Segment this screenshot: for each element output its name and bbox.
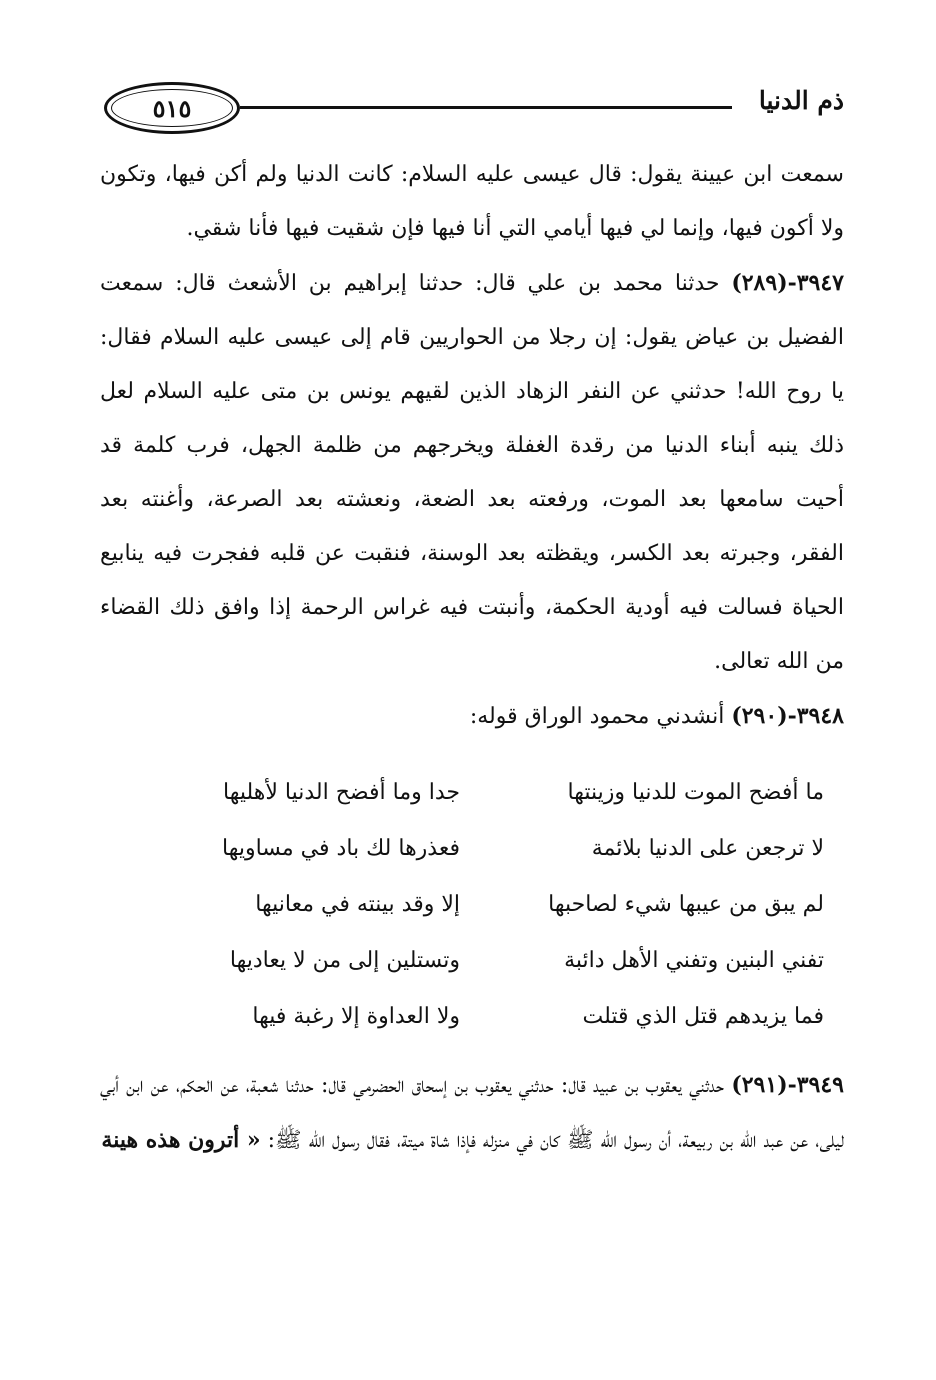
verse-first-hemistich: لم يبق من عيبها شيء لصاحبها	[548, 892, 824, 917]
paragraph-4	[100, 1058, 844, 1168]
verse	[100, 938, 844, 994]
page-header	[100, 76, 844, 146]
verse-second-hemistich: ولا العداوة إلا رغبة فيها	[252, 1004, 460, 1029]
paragraph-3	[100, 689, 844, 744]
hadith-number: ٣٩٤٨-(٢٩٠)	[731, 703, 844, 729]
paragraph-1: سمعت ابن عيينة يقول: قال عيسى عليه السلام: كانت الدنيا ولم أكن فيها، وتكون ولا أكون فيها، وإنما لي فيها أيامي التي أنا فيها فإن شقيت فيها فأنا شقي.	[100, 162, 844, 241]
paragraph-2-text: حدثنا محمد بن علي قال: حدثنا إبراهيم بن الأشعث قال: سمعت الفضيل بن عياض يقول: إن رجلا من الحواريين قام إلى عيسى عليه السلام فقال: يا روح الله! حدثني عن النفر الزهاد الذين لقيهم يونس بن متى عليه السلام لعل ذلك ينبه أبناء الدنيا من رقدة الغفلة ويخرجهم من ظلمة الجهل، فرب كلمة قد أحيت سامعها بعد الموت، ورفعته بعد الضعة، ونعشته بعد الصرعة، وأغنته بعد الفقر، وجبرته بعد الكسر، ويقظته بعد الوسنة، فنقبت عن قلبه ففجرت فيه ينابيع الحياة فسالت فيه أودية الحكمة، وأنبتت فيه غراس الرحمة إذا وافق ذلك القضاء من الله تعالى.	[100, 271, 844, 674]
header-rule	[240, 106, 732, 109]
verse-first-hemistich: لا ترجعن على الدنيا بلائمة	[591, 836, 824, 861]
page-number-cartouche	[104, 82, 240, 134]
hadith-number: ٣٩٤٧-(٢٨٩)	[731, 270, 844, 296]
quoted-hadith: « أترون هذه هينة	[101, 1127, 261, 1153]
verse	[100, 882, 844, 938]
verse	[100, 994, 844, 1050]
body-text	[100, 148, 844, 744]
verse-first-hemistich: ما أفضح الموت للدنيا وزينتها	[567, 780, 824, 805]
paragraph-2	[100, 256, 844, 689]
verse-first-hemistich: فما يزيدهم قتل الذي قتلت	[582, 1004, 824, 1029]
running-title: ذم الدنيا	[758, 86, 844, 115]
paragraph-4-text: حدثني يعقوب بن عبيد قال: حدثني يعقوب بن إسحاق الحضرمي قال: حدثنا شعبة، عن الحكم، عن ابن أبي ليلى، عن عبد الله بن ربيعة، أن رسول الله ﷺ كان في منزله فإذا شاة ميتة، فقال رسول الله ﷺ:	[100, 1073, 844, 1153]
verse-second-hemistich: جدا وما أفضح الدنيا لأهليها	[223, 780, 460, 805]
poem	[100, 770, 844, 1050]
verse-first-hemistich: تفني البنين وتفني الأهل دائبة	[564, 948, 824, 973]
verse	[100, 826, 844, 882]
hadith-number: ٣٩٤٩-(٢٩١)	[731, 1072, 844, 1098]
verse-second-hemistich: فعذرها لك باد في مساويها	[221, 836, 460, 861]
verse-second-hemistich: إلا وقد بينته في معانيها	[255, 892, 460, 917]
verse	[100, 770, 844, 826]
page-number: ٥١٥	[152, 93, 192, 123]
paragraph-3-text: أنشدني محمود الوراق قوله:	[469, 704, 732, 729]
body-text-continued	[100, 1058, 844, 1168]
verse-second-hemistich: وتستلين إلى من لا يعاديها	[229, 948, 460, 973]
